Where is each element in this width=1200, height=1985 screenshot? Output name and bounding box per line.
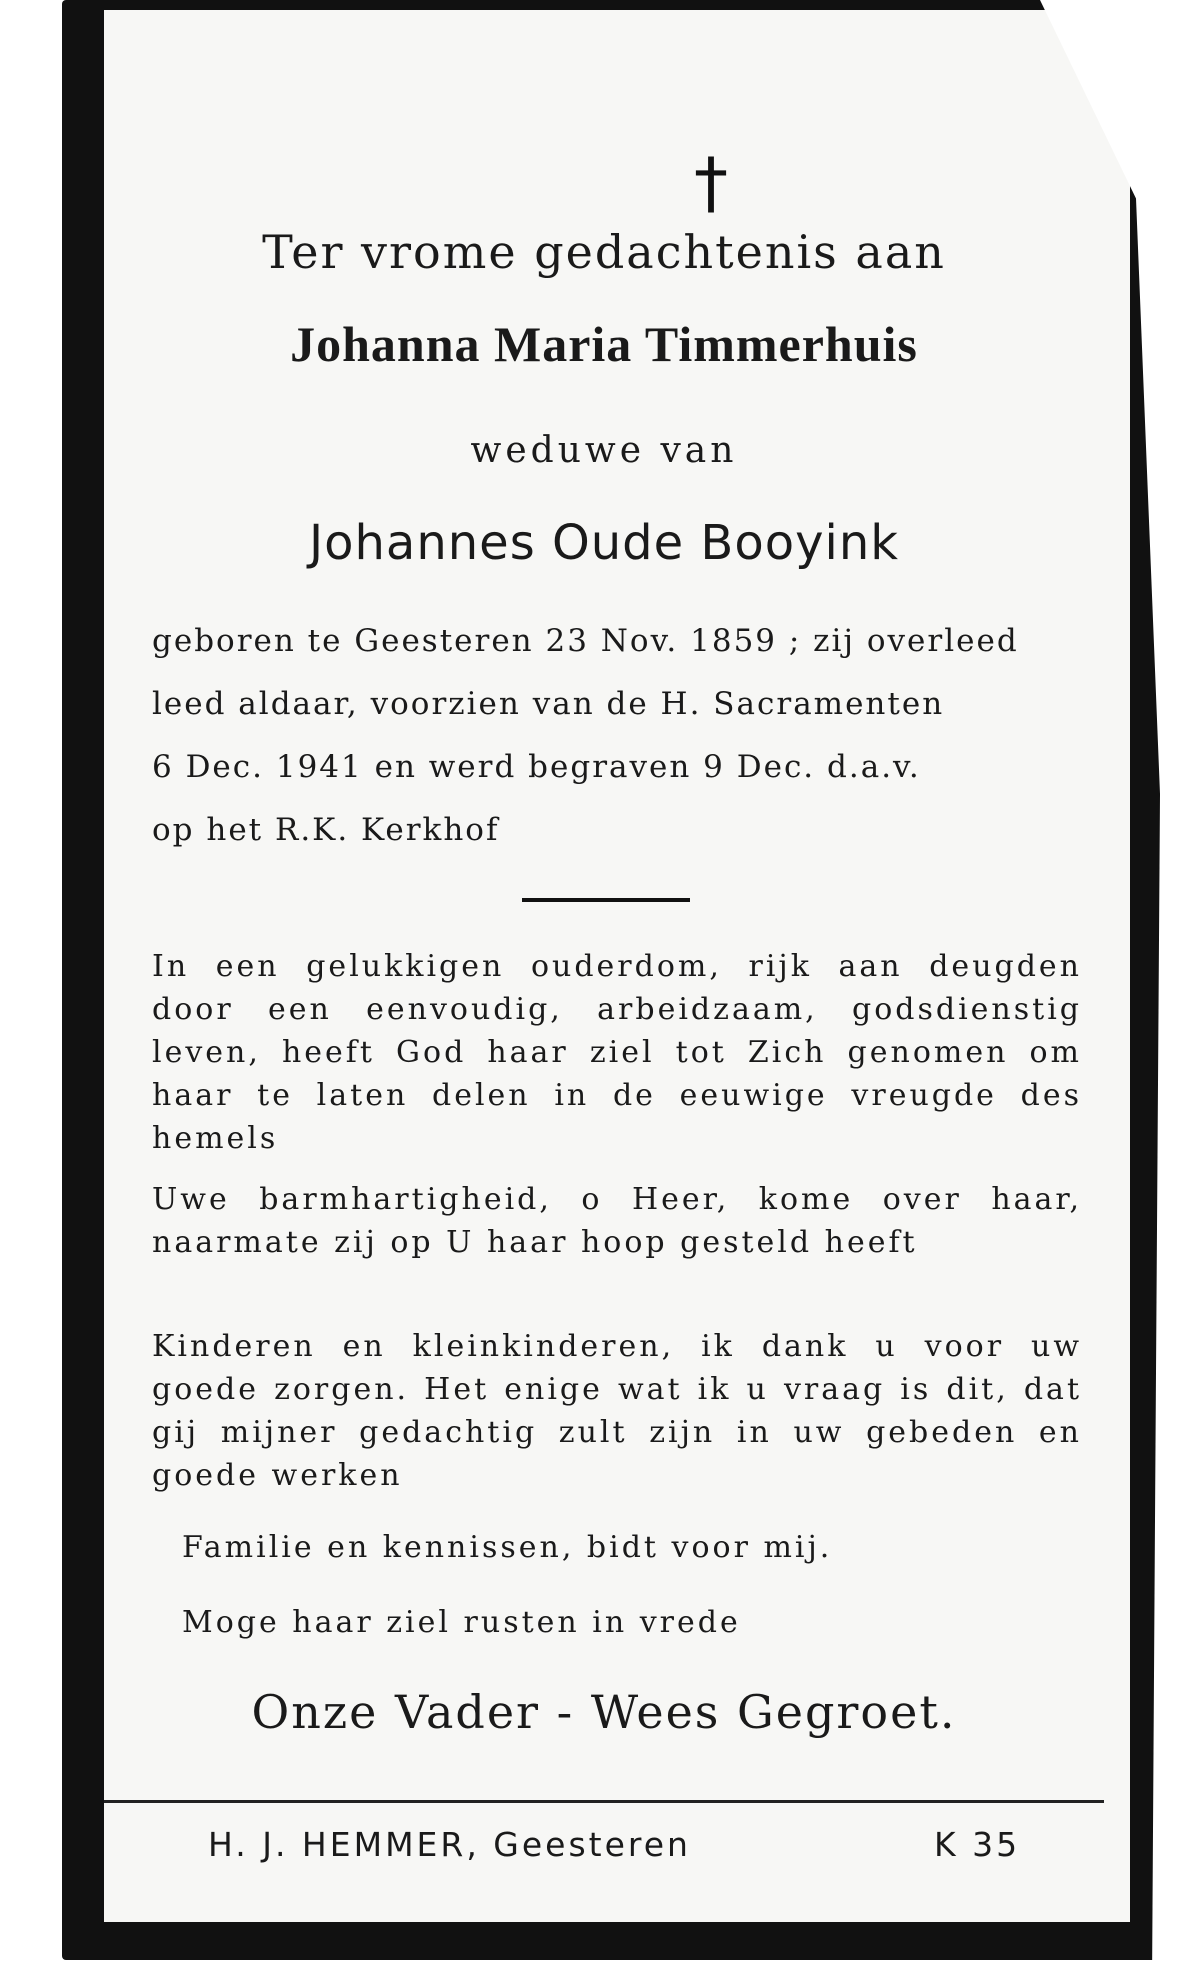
printer-name: H. J. HEMMER, Geesteren	[208, 1825, 691, 1864]
footer-rule	[104, 1800, 1104, 1803]
divider	[522, 898, 690, 902]
life-line: geboren te Geesteren 23 Nov. 1859 ; zij overleed	[152, 623, 1019, 659]
heading: Ter vrome gedachtenis aan	[262, 225, 946, 279]
life-details	[152, 610, 1082, 862]
prayers: Onze Vader - Wees Gegroet.	[251, 1685, 957, 1739]
cross-icon: †	[694, 144, 728, 223]
verse-paragraph: Kinderen en kleinkinderen, ik dank u voor uw goede zorgen. Het enige wat ik u vraag is dit, dat gij mijner gedachtig zult zijn in uw gebeden en goede werken	[152, 1329, 1082, 1493]
verse-paragraph: Uwe barmhartigheid, o Heer, kome over haar, naarmate zij op U haar hoop gesteld heeft	[152, 1182, 1082, 1260]
husband-name: Johannes Oude Booyink	[308, 515, 900, 571]
life-line: leed aldaar, voorzien van de H. Sacramenten	[152, 686, 945, 722]
card-code: K 35	[934, 1825, 1021, 1864]
life-line: 6 Dec. 1941 en werd begraven 9 Dec. d.a.v.	[152, 749, 921, 785]
closing-request: Familie en kennissen, bidt voor mij.	[182, 1530, 833, 1565]
closing-wish: Moge haar ziel rusten in vrede	[182, 1605, 741, 1640]
memorial-card-content	[104, 10, 1104, 1910]
deceased-name: Johanna Maria Timmerhuis	[290, 316, 918, 372]
verse-paragraph: In een gelukkigen ouderdom, rijk aan deugden door een eenvoudig, arbeidzaam, godsdienstig leven, heeft God haar ziel tot Zich genomen om haar te laten delen in de eeuwige vreugde des hemels	[152, 949, 1082, 1156]
relation-text: weduwe van	[470, 430, 738, 471]
life-line: op het R.K. Kerkhof	[152, 812, 500, 848]
